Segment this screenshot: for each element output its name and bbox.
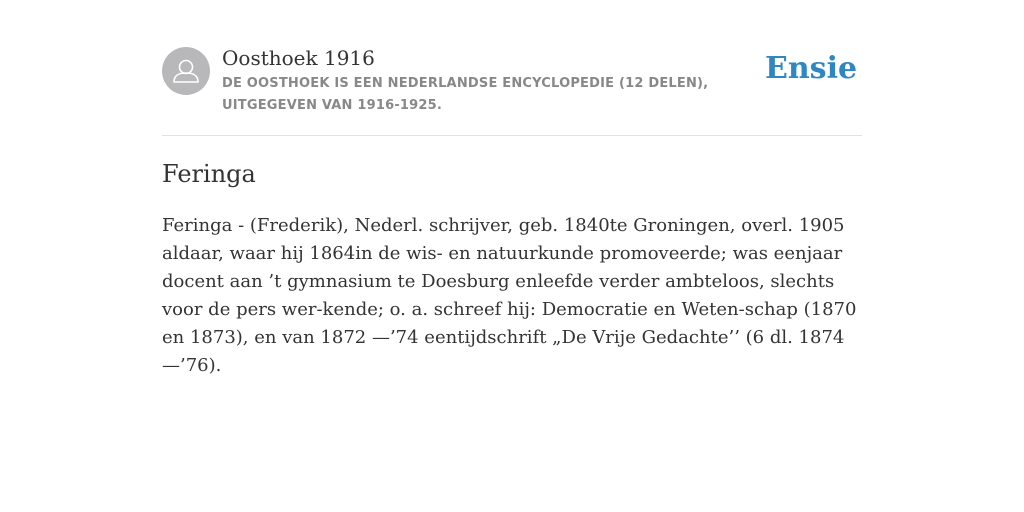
- avatar[interactable]: [162, 47, 210, 95]
- source-description: DE OOSTHOEK IS EEN NEDERLANDSE ENCYCLOPEDIE (12 DELEN), UITGEGEVEN VAN 1916-1925.: [222, 76, 709, 113]
- brand-logo[interactable]: Ensie: [765, 51, 858, 86]
- entry-title: Feringa: [162, 160, 256, 188]
- source-header: [162, 45, 862, 135]
- user-icon: [162, 47, 210, 95]
- divider: [162, 135, 862, 136]
- source-title[interactable]: Oosthoek 1916: [222, 46, 375, 70]
- entry-body: Feringa - (Frederik), Nederl. schrijver, geb. 1840te Groningen, overl. 1905 aldaar, waar hij 1864in de wis- en natuurkunde promoveerde; was eenjaar docent aan ’t gymnasium te Doesburg enleefde verder ambteloos, slechts voor de pers wer-kende; o. a. schreef hij: Democratie en Weten-schap (1870 en 1873), en van 1872 —’74 eentijdschrift „De Vrije Gedachte’’ (6 dl. 1874—’76).: [162, 215, 857, 376]
